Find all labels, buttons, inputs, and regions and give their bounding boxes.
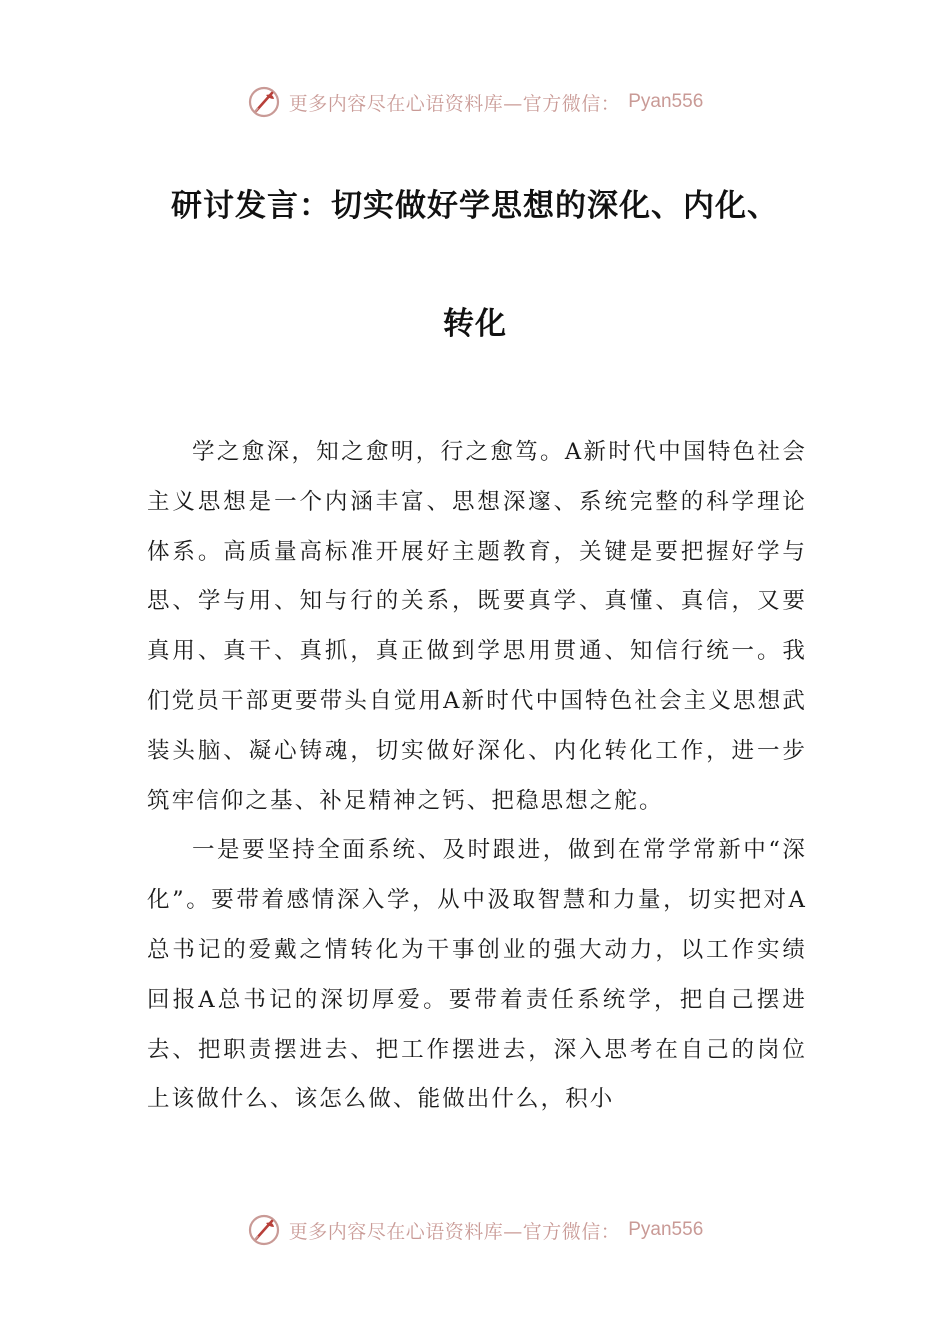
body-paragraph-2: 一是要坚持全面系统、及时跟进，做到在常学常新中“深化”。要带着感情深入学，从中汲取智慧和力量，切实把对A总书记的爱戴之情转化为干事创业的强大动力，以工作实绩回报A总书记的深切厚爱。要带着责任系统学，把自己摆进去、把职责摆进去、把工作摆进去，深入思考在自己的岗位上该做什么、该怎么做、能做出什么，积小 [147,837,807,1113]
quill-logo-icon [247,85,281,119]
watermark-text: 更多内容尽在心语资料库—官方微信： [288,1220,621,1243]
body-paragraph-1: 学之愈深，知之愈明，行之愈笃。A新时代中国特色社会主义思想是一个内涵丰富、思想深邃、系统完整的科学理论体系。高质量高标准开展好主题教育，关键是要把握好学与思、学与用、知与行的关系，既要真学、真懂、真信，又要真用、真干、真抓，真正做到学思用贯通、知信行统一。我们党员干部更要带头自觉用A新时代中国特色社会主义思想武装头脑、凝心铸魂，切实做好深化、内化转化工作，进一步筑牢信仰之基、补足精神之钙、把稳思想之舵。 [147,439,807,814]
header-watermark [0,82,950,122]
footer-watermark [0,1210,950,1250]
document-body [147,428,807,1125]
watermark-text: 更多内容尽在心语资料库—官方微信： [288,92,621,115]
watermark-handle: Pyan556 [628,1219,704,1240]
document-title-line-2: 转化 [443,306,507,342]
quill-logo-icon [247,1213,281,1247]
document-title-line-1: 研讨发言：切实做好学思想的深化、内化、 [171,188,779,224]
watermark-handle: Pyan556 [628,91,704,112]
